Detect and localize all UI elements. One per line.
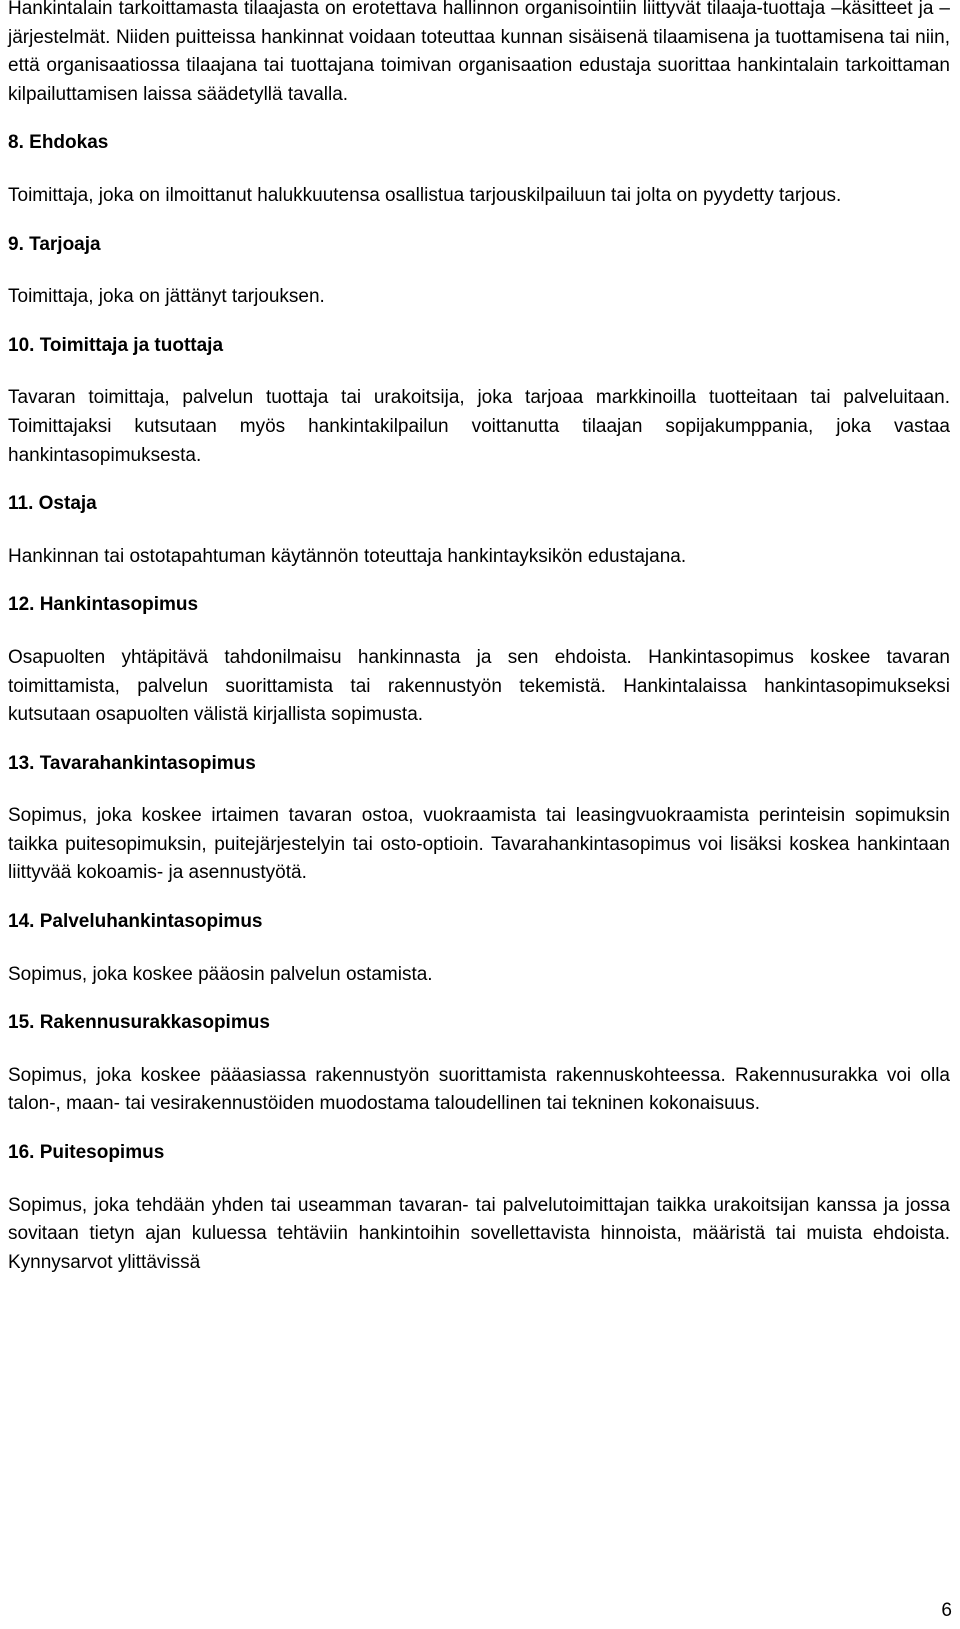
section-title: Tavarahankintasopimus [39, 752, 256, 774]
section-heading-14 [8, 908, 950, 937]
section-number: 10. [8, 334, 35, 356]
section-number: 16. [8, 1142, 35, 1164]
document-page [8, 0, 950, 1277]
section-heading-16 [8, 1139, 950, 1168]
section-number: 9. [8, 233, 24, 255]
intro-paragraph: Hankintalain tarkoittamasta tilaajasta on erotettava hallinnon organisointiin liittyvät tilaaja-tuottaja –käsitteet ja –järjestelmät. Niiden puitteissa hankinnat voidaan toteuttaa kunnan sisäisenä tilaamisena ja tuottamisena tai niin, että organisaatiossa tilaajana tai tuottajana toimivan organisaation edustaja suorittaa hankintalain tarkoittaman kilpailuttamisen laissa säädetyllä tavalla. [8, 0, 950, 105]
section-text-15: Sopimus, joka koskee pääasiassa rakennustyön suorittamista rakennuskohteessa. Rakennusurakka voi olla talon-, maan- tai vesirakennustöiden muodostama taloudellinen tai tekninen kokonaisuus. [8, 1064, 950, 1115]
section-number: 12. [8, 594, 35, 616]
section-text-13: Sopimus, joka koskee irtaimen tavaran ostoa, vuokraamista tai leasingvuokraamista perinteisin sopimuksin taikka puitesopimuksin, puitejärjestelyin tai osto-optioin. Tavarahankintasopimus voi lisäksi koskea hankintaan liittyvää kokoamis- ja asennustyötä. [8, 805, 950, 884]
section-title: Palveluhankintasopimus [39, 911, 263, 933]
section-text-10: Tavaran toimittaja, palvelun tuottaja tai urakoitsija, joka tarjoaa markkinoilla tuotteitaan tai palveluitaan. Toimittajaksi kutsutaan myös hankintakilpailun voittanutta tilaajan sopijakumppania, joka vastaa hankintasopimuksesta. [8, 387, 950, 466]
section-text-11: Hankinnan tai ostotapahtuman käytännön toteuttaja hankintayksikön edustajana. [8, 545, 687, 567]
section-number: 11. [8, 493, 34, 515]
section-text-12: Osapuolten yhtäpitävä tahdonilmaisu hankinnasta ja sen ehdoista. Hankintasopimus koskee tavaran toimittamista, palvelun suorittamista tai rakennustyön tekemistä. Hankintalaissa hankintasopimukseksi kutsutaan osapuolten välistä kirjallista sopimusta. [8, 646, 950, 726]
section-text-16: Sopimus, joka tehdään yhden tai useamman tavaran- tai palvelutoimittajan taikka urakoitsijan kanssa ja jossa sovitaan tietyn ajan kuluessa tehtäviin hankintoihin sovellettavista hinnoista, määristä tai muista ehdoista. Kynnysarvot ylittävissä [8, 1194, 950, 1273]
section-heading-10 [8, 332, 950, 361]
section-heading-8 [8, 129, 950, 158]
section-text-9: Toimittaja, joka on jättänyt tarjouksen. [8, 286, 325, 308]
page-number: 6 [941, 1600, 952, 1621]
section-number: 13. [8, 752, 35, 774]
section-title: Ostaja [38, 493, 97, 515]
section-title: Ehdokas [29, 132, 109, 154]
section-title: Hankintasopimus [39, 594, 199, 616]
section-number: 8. [8, 132, 24, 154]
section-title: Toimittaja ja tuottaja [39, 334, 224, 356]
section-number: 15. [8, 1012, 35, 1034]
section-title: Tarjoaja [29, 233, 101, 255]
section-title: Puitesopimus [39, 1142, 165, 1164]
section-heading-12 [8, 591, 950, 620]
section-number: 14. [8, 911, 35, 933]
section-heading-13 [8, 750, 950, 779]
section-title: Rakennusurakkasopimus [39, 1012, 270, 1034]
section-text-14: Sopimus, joka koskee pääosin palvelun ostamista. [8, 963, 433, 985]
section-heading-11 [8, 490, 950, 519]
section-text-8: Toimittaja, joka on ilmoittanut halukkuutensa osallistua tarjouskilpailuun tai jolta on pyydetty tarjous. [8, 184, 842, 206]
section-heading-9 [8, 231, 950, 260]
section-heading-15 [8, 1009, 950, 1038]
